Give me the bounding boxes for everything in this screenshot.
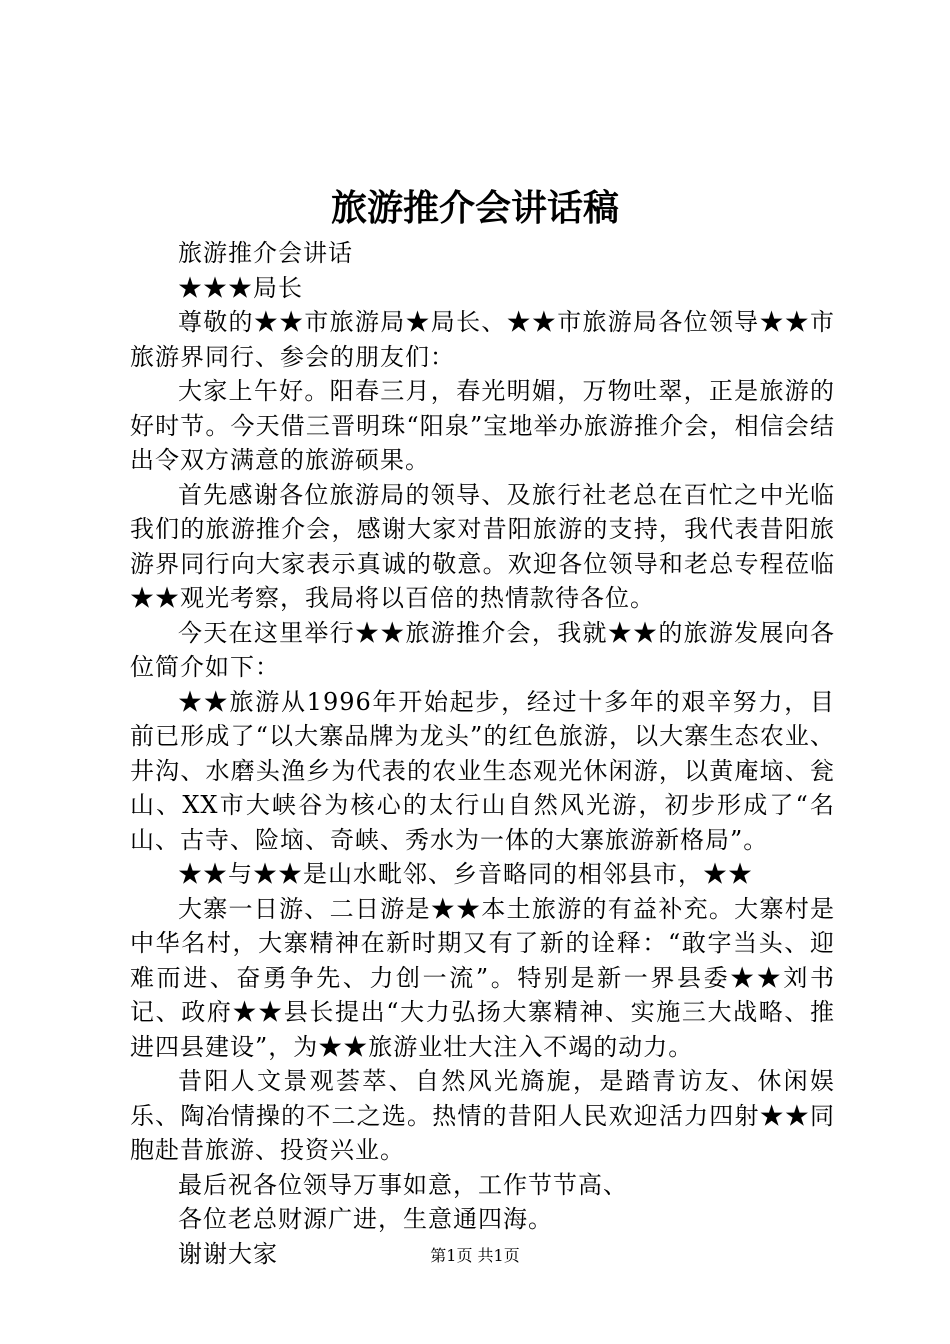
- paragraph-wishes-managers: 各位老总财源广进，生意通四海。: [178, 1205, 553, 1233]
- page-footer: 第1页 共1页: [430, 1246, 520, 1265]
- paragraph-wishes-leaders: 最后祝各位领导万事如意，工作节节高、: [178, 1170, 628, 1199]
- document-body: [130, 236, 835, 1271]
- paragraph-tourism-development: ★★旅游从1996年开始起步，经过十多年的艰辛努力，目前已形成了“以大寨品牌为龙头”的红色旅游，以大寨生态农业、井沟、水磨头渔乡为代表的农业生态观光休闲游，以黄庵垴、瓮山、XX市大峡谷为核心的太行山自然风光游，初步形成了“名山、古寺、险垴、奇峡、秀水为一体的大寨旅游新格局”。: [130, 687, 835, 854]
- paragraph-intro: 今天在这里举行★★旅游推介会，我就★★的旅游发展向各位简介如下：: [130, 618, 835, 681]
- document-title: 旅游推介会讲话稿: [330, 187, 619, 229]
- paragraph-xiyang: 昔阳人文景观荟萃、自然风光旖旎，是踏青访友、休闲娱乐、陶冶情操的不二之选。热情的昔阳人民欢迎活力四射★★同胞赴昔旅游、投资兴业。: [130, 1067, 835, 1164]
- paragraph-dazhai: 大寨一日游、二日游是★★本土旅游的有益补充。大寨村是中华名村，大寨精神在新时期又有了新的诠释：“敢字当头、迎难而进、奋勇争先、力创一流”。特别是新一界县委★★刘书记、政府★★县长提出“大力弘扬大寨精神、实施三大战略、推进四县建设”，为★★旅游业壮大注入不竭的动力。: [130, 894, 835, 1061]
- paragraph-heading: 旅游推介会讲话: [178, 239, 353, 267]
- paragraph-thanks: 首先感谢各位旅游局的领导、及旅行社老总在百忙之中光临我们的旅游推介会，感谢大家对昔阳旅游的支持，我代表昔阳旅游界同行向大家表示真诚的敬意。欢迎各位领导和老总专程莅临★★观光考察，我局将以百倍的热情款待各位。: [130, 480, 835, 612]
- paragraph-greeting: 大家上午好。阳春三月，春光明媚，万物吐翠，正是旅游的好时节。今天借三晋明珠“阳泉”宝地举办旅游推介会，相信会结出令双方满意的旅游硕果。: [130, 377, 835, 474]
- paragraph-neighbors: ★★与★★是山水毗邻、乡音略同的相邻县市，★★: [178, 860, 753, 888]
- paragraph-closing: 谢谢大家: [178, 1239, 278, 1268]
- paragraph-speaker: ★★★局长: [178, 273, 303, 302]
- paragraph-salutation: 尊敬的★★市旅游局★局长、★★市旅游局各位领导★★市旅游界同行、参会的朋友们：: [130, 308, 835, 371]
